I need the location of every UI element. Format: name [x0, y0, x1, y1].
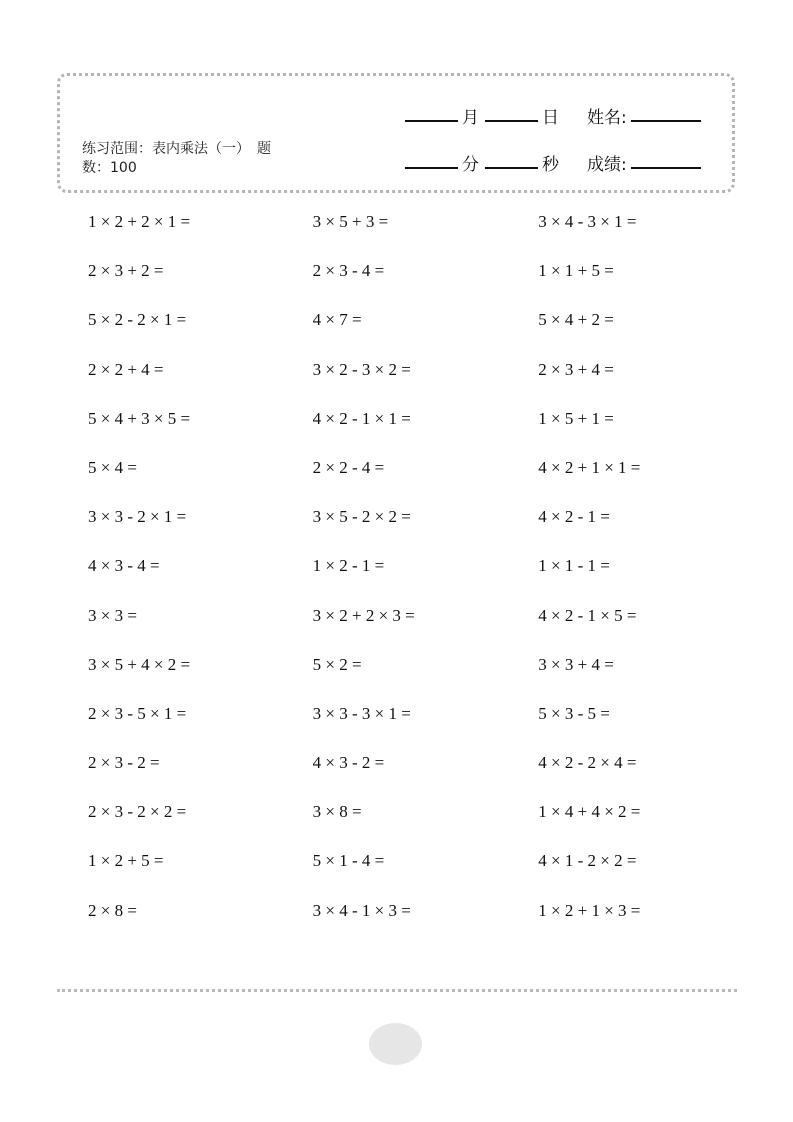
math-problem: 3 × 2 - 3 × 2 =: [312, 359, 411, 379]
math-problem: 5 × 4 =: [88, 457, 137, 477]
month-label: 月: [462, 108, 479, 128]
problem-row: [88, 897, 708, 946]
math-problem: 4 × 1 - 2 × 2 =: [538, 851, 637, 871]
math-problem: 3 × 3 - 2 × 1 =: [88, 507, 187, 527]
math-problem: 4 × 2 - 1 × 1 =: [312, 408, 411, 428]
math-problem: 1 × 1 + 5 =: [538, 261, 614, 281]
dotted-divider: [57, 989, 737, 992]
math-problem: 2 × 2 - 4 =: [312, 457, 385, 477]
minute-label: 分: [462, 155, 479, 175]
math-problem: 1 × 2 - 1 =: [312, 556, 385, 576]
math-problem: 5 × 2 =: [312, 654, 362, 674]
math-problem: 5 × 4 + 3 × 5 =: [88, 408, 191, 428]
problem-grid: [88, 208, 708, 946]
second-blank[interactable]: [485, 163, 538, 169]
math-problem: 3 × 5 + 4 × 2 =: [88, 654, 191, 674]
date-name-row: [405, 100, 701, 128]
problem-row: [88, 651, 708, 700]
question-count-text: 数：100: [82, 160, 137, 176]
math-problem: 3 × 3 + 4 =: [538, 654, 614, 674]
math-problem: 5 × 3 - 5 =: [538, 703, 610, 723]
math-problem: 4 × 2 - 2 × 4 =: [538, 753, 637, 773]
math-problem: 3 × 3 =: [88, 605, 137, 625]
math-problem: 2 × 3 - 4 =: [312, 261, 385, 281]
second-label: 秒: [542, 155, 559, 175]
problem-row: [88, 552, 708, 601]
math-problem: 4 × 2 + 1 × 1 =: [538, 457, 641, 477]
problem-row: [88, 602, 708, 651]
worksheet-header: [57, 73, 735, 193]
problem-row: [88, 257, 708, 306]
problem-row: [88, 454, 708, 503]
math-problem: 2 × 3 - 2 =: [88, 753, 160, 773]
practice-range-text: 练习范围：表内乘法（一） 题: [82, 141, 271, 157]
math-problem: 1 × 1 - 1 =: [538, 556, 610, 576]
problem-row: [88, 749, 708, 798]
page-number-badge: [369, 1023, 422, 1065]
math-problem: 2 × 8 =: [88, 900, 137, 920]
math-problem: 2 × 3 + 4 =: [538, 359, 614, 379]
problem-row: [88, 847, 708, 896]
name-blank[interactable]: [631, 116, 701, 122]
problem-row: [88, 405, 708, 454]
problem-row: [88, 306, 708, 355]
day-label: 日: [542, 108, 559, 128]
math-problem: 5 × 2 - 2 × 1 =: [88, 310, 187, 330]
day-blank[interactable]: [485, 116, 538, 122]
math-problem: 1 × 5 + 1 =: [538, 408, 614, 428]
math-problem: 3 × 5 - 2 × 2 =: [312, 507, 411, 527]
math-problem: 2 × 3 + 2 =: [88, 261, 164, 281]
minute-blank[interactable]: [405, 163, 458, 169]
math-problem: 3 × 2 + 2 × 3 =: [312, 605, 415, 625]
math-problem: 4 × 7 =: [312, 310, 362, 330]
problem-row: [88, 503, 708, 552]
name-label: 姓名:: [587, 108, 627, 128]
score-blank[interactable]: [631, 163, 701, 169]
math-problem: 5 × 4 + 2 =: [538, 310, 614, 330]
math-problem: 3 × 3 - 3 × 1 =: [312, 703, 411, 723]
math-problem: 4 × 3 - 4 =: [88, 556, 160, 576]
math-problem: 3 × 8 =: [312, 802, 362, 822]
problem-row: [88, 700, 708, 749]
math-problem: 3 × 5 + 3 =: [312, 212, 389, 231]
problem-row: [88, 356, 708, 405]
practice-info: [82, 140, 322, 178]
time-score-row: [405, 147, 701, 175]
problem-row: [88, 208, 708, 257]
math-problem: 3 × 4 - 1 × 3 =: [312, 900, 411, 920]
math-problem: 2 × 3 - 5 × 1 =: [88, 703, 187, 723]
math-problem: 2 × 2 + 4 =: [88, 359, 164, 379]
math-problem: 5 × 1 - 4 =: [312, 851, 385, 871]
math-problem: 1 × 2 + 5 =: [88, 851, 164, 871]
math-problem: 4 × 3 - 2 =: [312, 753, 385, 773]
month-blank[interactable]: [405, 116, 458, 122]
math-problem: 2 × 3 - 2 × 2 =: [88, 802, 187, 822]
math-problem: 1 × 2 + 2 × 1 =: [88, 212, 191, 231]
math-problem: 1 × 2 + 1 × 3 =: [538, 900, 641, 920]
math-problem: 3 × 4 - 3 × 1 =: [538, 212, 637, 231]
math-problem: 4 × 2 - 1 =: [538, 507, 610, 527]
fill-in-fields: [405, 100, 701, 194]
problem-row: [88, 798, 708, 847]
math-problem: 4 × 2 - 1 × 5 =: [538, 605, 637, 625]
math-problem: 1 × 4 + 4 × 2 =: [538, 802, 641, 822]
score-label: 成绩:: [587, 155, 627, 175]
